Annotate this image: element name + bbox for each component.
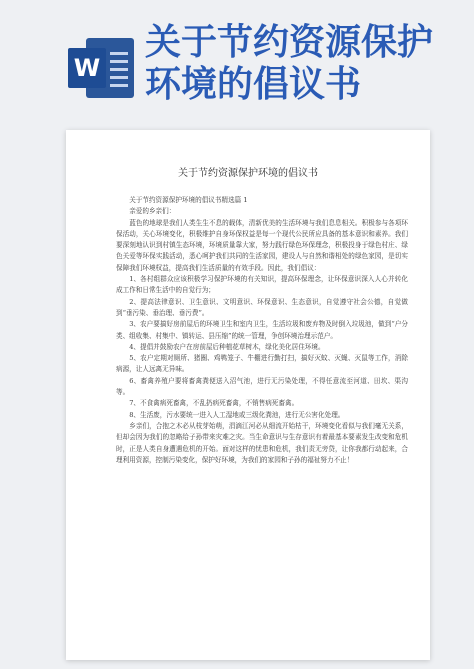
word-document-icon [68,38,134,98]
document-paragraph: 2、提高法律意识、卫生意识、文明意识、环保意识、生态意识，自觉遵守社会公德，自觉做到“垂污染、垂治理、垂污费”。 [116,297,408,317]
document-paragraph: 乡亲们，合抱之木必从枝芽始萌，涓滴江河必从细流开始枯干，环境变化看似与我们毫无关系，但却会因为我们的忽略给子孙带来灾难之灾。当生命意识与生存意识有着最基本要素发生改变和危机时，正是人类自身遭遇危机的开始。面对这样的忧患和危机，我们责无旁贷，让你我都行动起来，合理利用资源，控制污染变化，保护好环境，为我们的家园和子孙的福祉努力不止！ [116,421,408,464]
document-title: 关于节约资源保护环境的倡议书 [178,168,318,179]
document-paragraph: 蓝色的地球是我们人类生生不息的载体，清新优美的生活环境与我们息息相关。积极参与各项环保活动，关心环境变化，积极维护自身环保权益是每一个现代公民所应具备的基本意识和素养。我们要深刻地认识到村镇生态环境，环境质量靠大家，努力践行绿色环保理念，积极投身于绿色村庄、绿色关爱等环保实践活动，悉心呵护我们共同的生活家园，建设人与自然和谐相处的绿色家园，是切实保障我们环境权益，提高我们生活质量的有效手段。因此，我们倡议： [116,218,408,272]
banner-title-line-1: 关于节约资源保护 [145,22,434,63]
document-paragraph: 6、畜禽养殖户要将畜禽粪便送入沼气池，进行无污染处理，不得任意流至河道、田坎、渠沟等。 [116,376,408,397]
document-paragraph: 8、生活废，污水要统一进入人工湿地或三级化粪池，进行无公害化处理。 [129,410,345,419]
document-body [116,195,408,466]
document-paragraph: 4、提倡并鼓励农户在房前屋后种植花草树木，绿化美化居住环境。 [129,342,325,351]
word-badge-icon: W [68,48,106,88]
document-paragraph: 3、农户要搞好房前屋后的环境卫生和室内卫生，生活垃圾和废弃物及时倒入垃圾池，做到“户分类、组收集、村集中、镇转运、县压缩”的统一管理，争创环境治理示范户。 [116,320,408,340]
banner-title-line-2: 环境的倡议书 [145,64,362,105]
document-paragraph: 7、不食禽病死畜禽，不乱扔病死畜禽，不销售病死畜禽。 [129,399,299,408]
header-banner [0,0,474,118]
document-subtitle: 关于节约资源保护环境的倡议书精选篇 1 [129,196,248,204]
document-paragraph: 1、各村组群众应该积极学习保护环境的有关知识，提高环保理念，让环保意识深入人心并转化成工作和日常生活中的自觉行为； [116,275,408,295]
document-paragraph: 5、农户定期对厕所、猪圈、鸡鸭笼子、牛棚进行勤打扫，搞好灭蚊、灭蝇、灭鼠等工作，消除病源，让人远离无异味。 [116,354,408,374]
banner-title [145,22,465,106]
document-salutation: 亲爱的乡亲们： [129,207,176,216]
document-page [66,130,430,660]
